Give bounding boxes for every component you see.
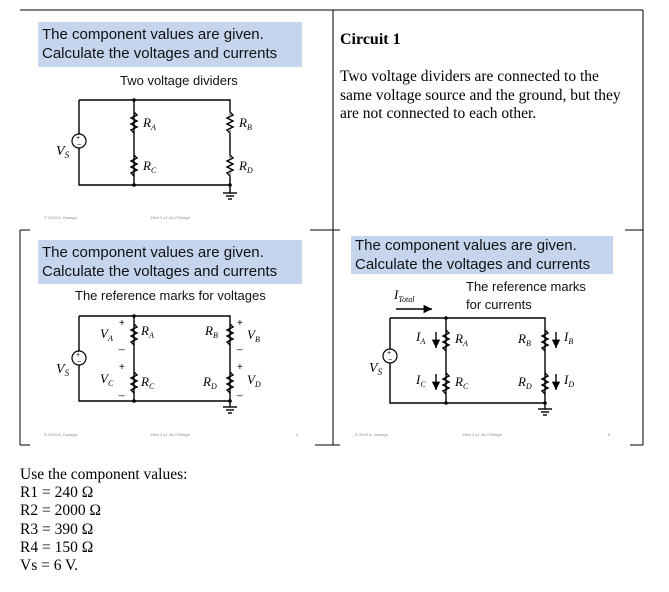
mark-plus-a: + [119, 318, 125, 329]
value-r1: R1 = 240 Ω [20, 484, 94, 502]
label-ra: R [141, 323, 149, 338]
slide-br-heading-line1: The component values are given. [355, 237, 577, 254]
svg-text:RC: $R_C$ [455, 374, 469, 391]
label-va: V [100, 326, 108, 341]
label-vc: V [100, 371, 108, 386]
slide-br-footer-mid: 19b4 2 s7 3A-2 Bridge [462, 432, 502, 437]
label-vd: V [247, 372, 255, 387]
svg-text:VC: $V_C$ [100, 371, 114, 388]
circuit-diagram-voltage-marks [40, 306, 300, 426]
label-rb: R [205, 323, 213, 338]
mark-plus-d: + [237, 362, 243, 373]
slide-bl-subtitle: The reference marks for voltages [75, 288, 266, 303]
circuit-description-line1: Two voltage dividers are connected to the [340, 68, 599, 85]
svg-text:RA: $R_A$ [141, 323, 154, 340]
mark-minus-a: _ [119, 340, 125, 351]
label-rb: R [518, 331, 526, 346]
svg-text:RD: $R_D$ [203, 374, 217, 391]
slide-br-page-number: 5 [608, 432, 611, 437]
slide-tl-footer-mid: 19b4 2 s7 3A-2 Bridge [150, 215, 190, 220]
slide-bl-heading [38, 240, 302, 284]
value-vs: Vs = 6 V. [20, 557, 79, 575]
slide-bl-heading-line2: Calculate the voltages and currents [42, 263, 278, 280]
slide-tl-heading-line1: The component values are given. [42, 26, 264, 43]
slide-bl-page-number: 4 [296, 432, 299, 437]
svg-text:RC: $R_C$ [141, 374, 155, 391]
svg-text:VS: $V_S$ [56, 362, 70, 378]
label-rd: R [518, 374, 526, 389]
slide-tl-heading-line2: Calculate the voltages and currents [42, 45, 278, 62]
label-vb: V [247, 327, 255, 342]
svg-text:VB: $V_B$ [247, 327, 260, 344]
slide-bl-footer-mid: 19b4 2 s7 3A-2 Bridge [150, 432, 190, 437]
slide-tl-subtitle: Two voltage dividers [120, 73, 238, 88]
value-r3: R3 = 390 Ω [20, 520, 94, 538]
svg-text:+: + [76, 352, 81, 359]
slide-br-subtitle-line1: The reference marks [466, 279, 586, 294]
label-vs: V [56, 144, 65, 159]
svg-text:−: − [77, 142, 82, 149]
label-rc: R [143, 158, 151, 173]
label-vs: V [369, 361, 378, 376]
slide-br-heading-line2: Calculate the voltages and currents [355, 256, 591, 273]
svg-text:VD: $V_D$ [247, 372, 261, 389]
label-ic: I [416, 372, 421, 387]
label-rc: R [455, 374, 463, 389]
circuit-description-line2: same voltage source and the ground, but they [340, 86, 621, 104]
svg-text:VA: $V_A$ [100, 326, 113, 343]
label-rc: R [141, 374, 149, 389]
svg-text:ID: $I_D$ [564, 372, 575, 389]
label-vs: V [56, 362, 65, 377]
svg-text:RC: $R_C$ [143, 158, 157, 175]
circuit-diagram-dividers [40, 90, 300, 210]
circuit-description [340, 68, 621, 124]
label-ra: R [143, 115, 151, 130]
label-ra: R [455, 331, 463, 346]
circuit-title: Circuit 1 [340, 31, 401, 48]
label-ia: I [416, 329, 421, 344]
svg-text:RD: $R_D$ [518, 374, 532, 391]
circuit-diagram-current-marks [350, 280, 630, 420]
slide-br-heading [351, 236, 613, 274]
component-values [20, 466, 187, 575]
svg-text:IA: $I_A$ [416, 329, 426, 346]
slide-bl-footer-left: © 2019 A. Ganago [44, 432, 77, 437]
label-id: I [564, 372, 569, 387]
svg-text:VS: $V_S$ [56, 144, 70, 160]
svg-text:ITotal: $I_{Total}$ [394, 287, 415, 304]
slide-br-subtitle-line2: for currents [466, 297, 532, 312]
slide-tl-footer-left: © 2019 A. Ganago [44, 215, 77, 220]
value-r4: R4 = 150 Ω [20, 538, 94, 556]
svg-text:IC: $I_C$ [416, 372, 426, 389]
circuit-description-line3: are not connected to each other. [340, 105, 537, 122]
svg-text:+: + [387, 350, 392, 357]
label-rb: R [239, 115, 247, 130]
svg-text:RB: $R_B$ [518, 331, 531, 348]
component-values-intro: Use the component values: [20, 466, 188, 483]
svg-text:RB: $R_B$ [239, 115, 252, 132]
label-ib: I [564, 329, 569, 344]
slide-bl-heading-line1: The component values are given. [42, 244, 264, 261]
svg-text:RB: $R_B$ [205, 323, 218, 340]
label-rd: R [239, 158, 247, 173]
mark-minus-c: _ [119, 386, 125, 397]
mark-minus-d: _ [237, 386, 243, 397]
svg-text:+: + [76, 135, 81, 142]
label-itotal: I [394, 287, 399, 302]
label-rd: R [203, 374, 211, 389]
svg-text:RD: $R_D$ [239, 158, 253, 175]
mark-plus-b: + [237, 318, 243, 329]
slide-br-footer-left: © 2019 A. Ganago [355, 432, 388, 437]
svg-text:VS: $V_S$ [369, 361, 383, 377]
svg-text:RA: $R_A$ [455, 331, 468, 348]
mark-plus-c: + [119, 362, 125, 373]
svg-text:IB: $I_B$ [564, 329, 574, 346]
svg-text:−: − [388, 357, 393, 364]
svg-text:−: − [77, 359, 82, 366]
mark-minus-b: _ [237, 340, 243, 351]
value-r2: R2 = 2000 Ω [20, 502, 101, 520]
svg-text:RA: $R_A$ [143, 115, 156, 132]
slide-tl-heading [38, 22, 302, 67]
